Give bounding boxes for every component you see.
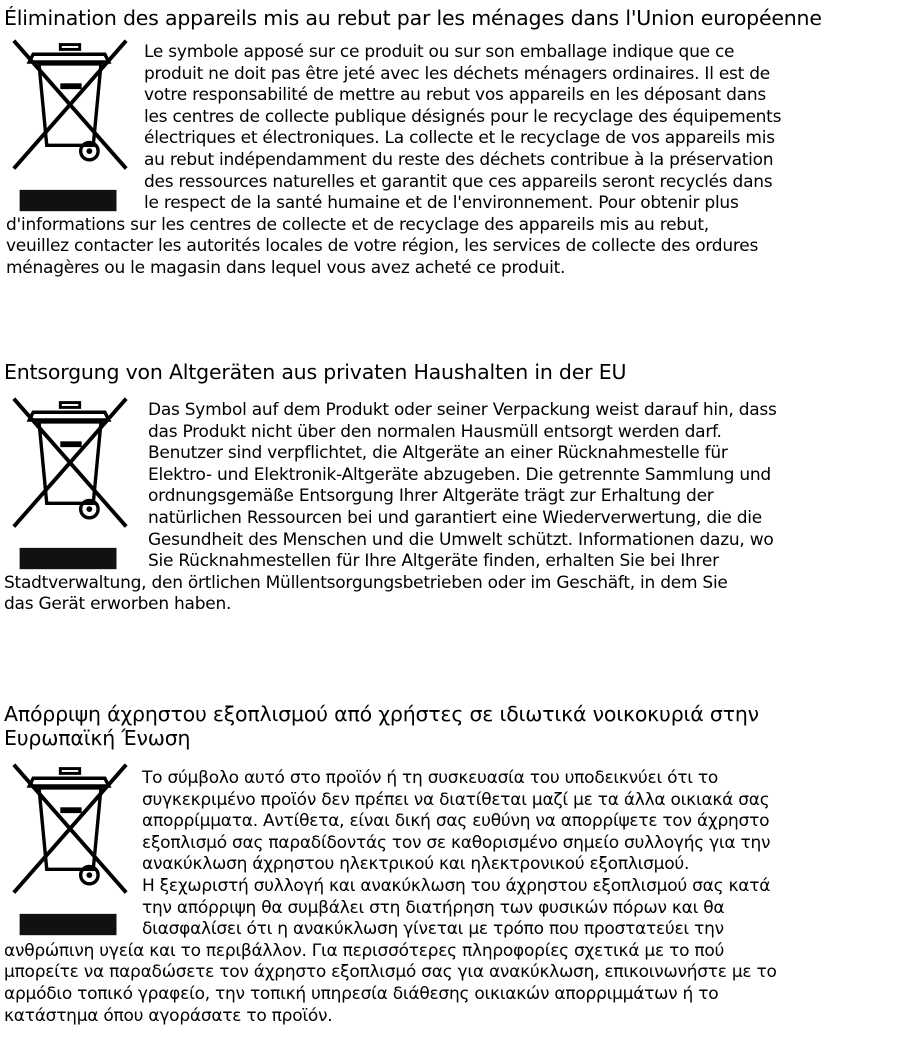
body-line: d'informations sur les centres de collecte et de recyclage des appareils mis au rebut, (6, 214, 709, 235)
body-line: ménagères ou le magasin dans lequel vous avez acheté ce produit. (6, 257, 566, 278)
body-line: ordnungsgemäße Entsorgung Ihrer Altgeräte trägt zur Erhaltung der (148, 486, 714, 507)
section-title: Entsorgung von Altgeräten aus privaten Haushalten in der EU (4, 360, 627, 384)
body-line: αρμόδιο τοπικό γραφείο, την τοπική υπηρεσία διάθεσης οικιακών απορριμμάτων ή το (4, 983, 719, 1004)
body-line: Le symbole apposé sur ce produit ou sur son emballage indique que ce (144, 42, 735, 62)
body-line: μπορείτε να παραδώσετε τον άχρηστο εξοπλισμό σας για ανακύκλωση, επικοινωνήστε με το (4, 962, 777, 983)
section-title: Απόρριψη άχρηστου εξοπλισμού από χρήστες σε ιδιωτικά νοικοκυριά στην Ευρωπαϊκή Ένωση (4, 702, 759, 750)
body-line: das Produkt nicht über den normalen Hausmüll entsorgt werden darf. (148, 421, 722, 442)
body-line: natürlichen Ressourcen bei und garantiert eine Wiederverwertung, die die (148, 507, 762, 528)
body-line: produit ne doit pas être jeté avec les déchets ménagers ordinaires. Il est de (144, 63, 770, 84)
body-line: κατάστημα όπου αγοράσατε το προϊόν. (4, 1005, 333, 1026)
body-line: Sie Rücknahmestellen für Ihre Altgeräte finden, erhalten Sie bei Ihrer (148, 551, 719, 572)
section-body (0, 42, 904, 280)
body-line: εξοπλισμό σας παραδίδοντάς τον σε καθορισμένο σημείο συλλογής για την (142, 832, 771, 853)
body-line: les centres de collecte publique désignés pour le recyclage des équipements (144, 106, 782, 127)
body-line: votre responsabilité de mettre au rebut vos appareils en les déposant dans (144, 85, 766, 106)
body-line: την απόρριψη θα συμβάλει στη διατήρηση των φυσικών πόρων και θα (142, 897, 725, 918)
body-line: Gesundheit des Menschen und die Umwelt schützt. Informationen dazu, wo (148, 529, 774, 550)
body-line: ανακύκλωση άχρηστου ηλεκτρικού και ηλεκτρονικού εξοπλισμού. (142, 854, 690, 875)
body-line: des ressources naturelles et garantit que ces appareils seront recyclés dans (144, 171, 773, 192)
section-body (0, 768, 904, 1027)
body-line: Benutzer sind verpflichtet, die Altgeräte an einer Rücknahmestelle für (148, 443, 728, 464)
body-line: électriques et électroniques. La collecte et le recyclage de vos appareils mis (144, 128, 775, 149)
body-line: Das Symbol auf dem Produkt oder seiner Verpackung weist darauf hin, dass (148, 400, 777, 420)
section-body (0, 400, 904, 616)
body-line: au rebut indépendamment du reste des déchets contribue à la préservation (144, 149, 774, 170)
body-line: διασφαλίσει ότι η ανακύκλωση γίνεται με τρόπο που προστατεύει την (142, 919, 724, 940)
body-line: veuillez contacter les autorités locales de votre région, les services de collecte des ordures (6, 236, 759, 257)
body-line: Stadtverwaltung, den örtlichen Müllentsorgungsbetrieben oder im Geschäft, in dem Sie (4, 572, 728, 593)
body-line: das Gerät erworben haben. (4, 594, 232, 615)
body-line: Το σύμβολο αυτό στο προϊόν ή τη συσκευασία του υποδεικνύει ότι το (142, 768, 719, 788)
body-line: απορρίμματα. Αντίθετα, είναι δική σας ευθύνη να απορρίψετε τον άχρηστο (142, 811, 770, 832)
body-line: le respect de la santé humaine et de l'environnement. Pour obtenir plus (144, 193, 739, 214)
body-line: Η ξεχωριστή συλλογή και ανακύκλωση του άχρηστου εξοπλισμού σας κατά (142, 875, 771, 896)
body-line: ανθρώπινη υγεία και το περιβάλλον. Για περισσότερες πληροφορίες σχετικά με το πού (4, 940, 725, 961)
body-line: Elektro- und Elektronik-Altgeräte abzugeben. Die getrennte Sammlung und (148, 464, 771, 485)
section-title: Élimination des appareils mis au rebut par les ménages dans l'Union européenne (4, 6, 822, 30)
body-line: συγκεκριμένο προϊόν δεν πρέπει να διατίθεται μαζί με τα άλλα οικιακά σας (142, 789, 770, 810)
